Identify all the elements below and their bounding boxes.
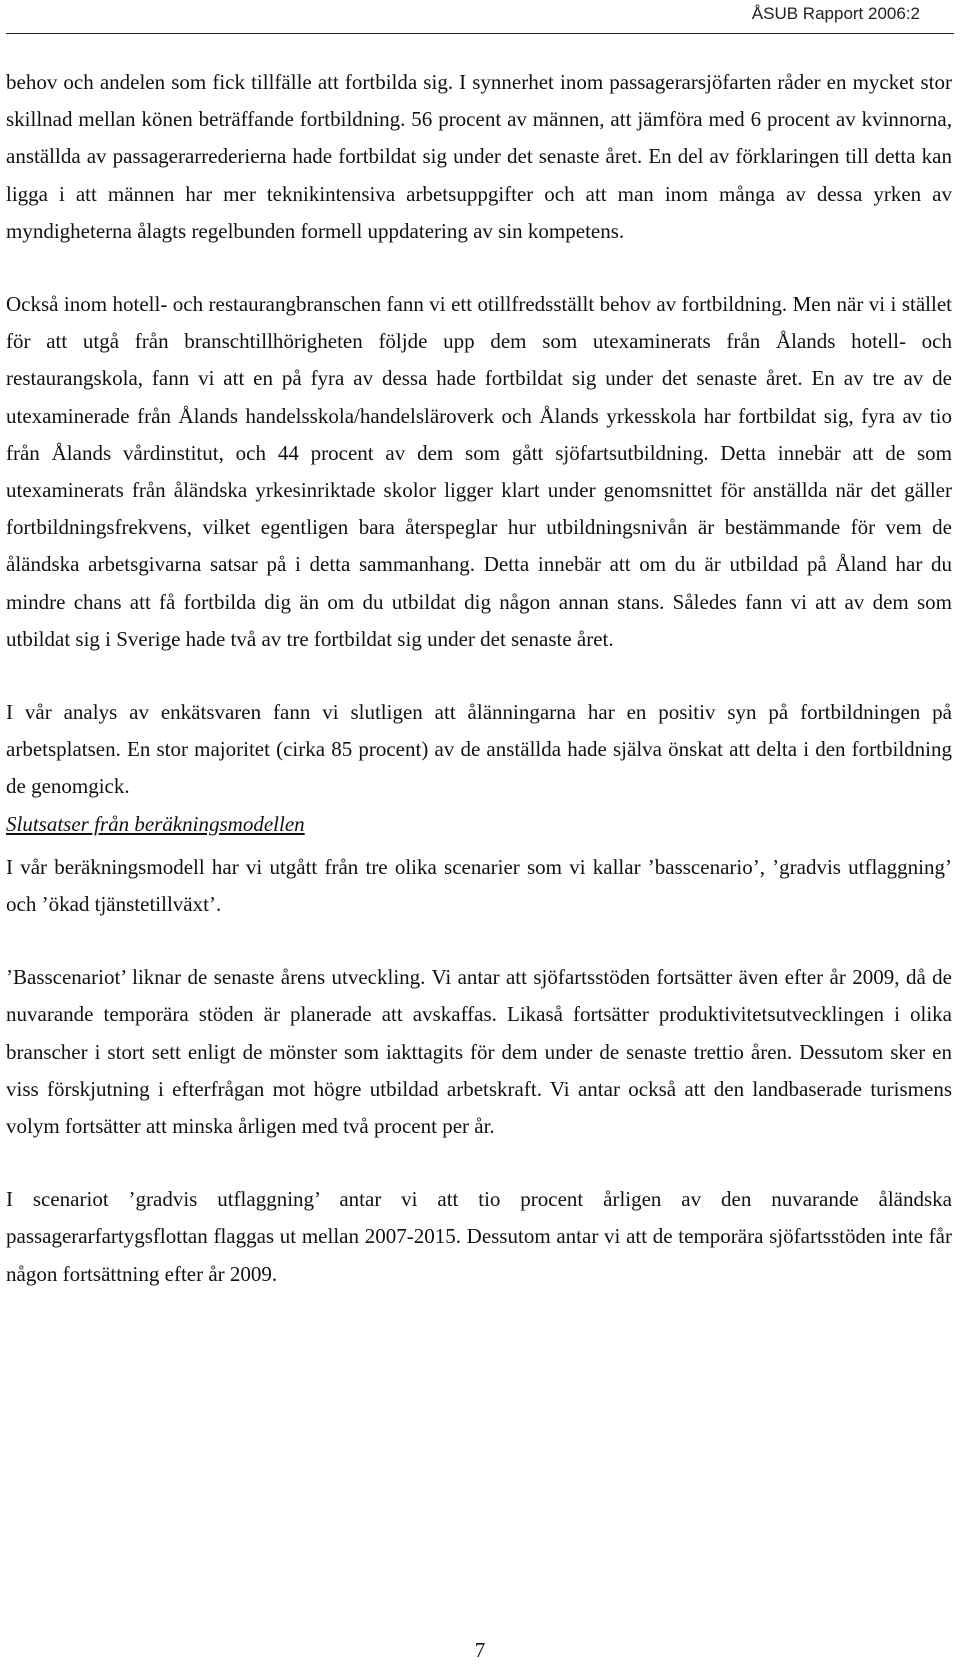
paragraph-scenarios-intro: I vår beräkningsmodell har vi utgått från tre olika scenarier som vi kallar ’basscenario’, ’gradvis utflaggning’ och ’ökad tjänstetillväxt’.: [6, 854, 952, 917]
report-header: ÅSUB Rapport 2006:2: [751, 4, 920, 23]
document-body: [6, 64, 952, 1293]
paragraph-training-by-gender: behov och andelen som fick tillfälle att fortbilda sig. I synnerhet inom passagerarsjöfarten råder en mycket stor skillnad mellan könen beträffande fortbildning. 56 procent av männen, att jämföra med 6 procent av kvinnorna, anställda av passagerarrederierna hade fortbildat sig under det senaste året. En del av förklaringen till detta kan ligga i att männen har mer teknikintensiva arbetsuppgifter och att man inom många av dessa yrken av myndigheterna ålagts regelbunden formell uppdatering av sin kompetens.: [6, 70, 952, 243]
paragraph-flagging-out-scenario: I scenariot ’gradvis utflaggning’ antar vi att tio procent årligen av den nuvarande åländska passagerarfartygsflottan flaggas ut mellan 2007-2015. Dessutom antar vi att de temporära sjöfartsstöden inte får någon fortsättning efter år 2009.: [6, 1187, 952, 1286]
section-heading: Slutsatser från beräkningsmodellen: [6, 811, 305, 836]
paragraph-survey-analysis: I vår analys av enkätsvaren fann vi slutligen att ålänningarna har en positiv syn på fortbildningen på arbetsplatsen. En stor majoritet (cirka 85 procent) av de anställda hade själva önskat att delta i den fortbildning de genomgick.: [6, 700, 952, 799]
header-divider: [6, 33, 954, 34]
paragraph-hotel-restaurant: Också inom hotell- och restaurangbranschen fann vi ett otillfredsställt behov av fortbildning. Men när vi i stället för att utgå från branschtillhörigheten följde upp dem som utexaminerats från Ålands hotell- och restaurangskola, fann vi att en på fyra av dessa hade fortbildat sig under det senaste året. En av tre av de utexaminerade från Ålands handelsskola/handelsläroverk och Ålands yrkesskola har fortbildat sig, fyra av tio från Ålands vårdinstitut, och 44 procent av dem som gått sjöfartsutbildning. Detta innebär att de som utexaminerats från åländska yrkesinriktade skolor ligger klart under genomsnittet för anställda när det gäller fortbildningsfrekvens, vilket egentligen bara återspeglar hur utbildningsnivån är bestämmande för vem de åländska arbetsgivarna satsar på i detta sammanhang. Detta innebär att om du är utbildad på Åland har du mindre chans att få fortbilda dig än om du utbildat dig någon annan stans. Således fann vi att av dem som utbildat sig i Sverige hade två av tre fortbildat sig under det senaste året.: [6, 292, 952, 651]
page-number: 7: [474, 1638, 486, 1662]
paragraph-base-scenario: ’Basscenariot’ liknar de senaste årens utveckling. Vi antar att sjöfartsstöden fortsätter även efter år 2009, då de nuvarande temporära stöden är planerade att avskaffas. Likaså fortsätter produktivitetsutvecklingen i olika branscher i stort sett enligt de mönster som iakttagits för dem under de senaste trettio åren. Dessutom sker en viss förskjutning i efterfrågan mot högre utbildad arbetskraft. Vi antar också att den landbaserade turismens volym fortsätter att minska årligen med två procent per år.: [6, 965, 952, 1139]
